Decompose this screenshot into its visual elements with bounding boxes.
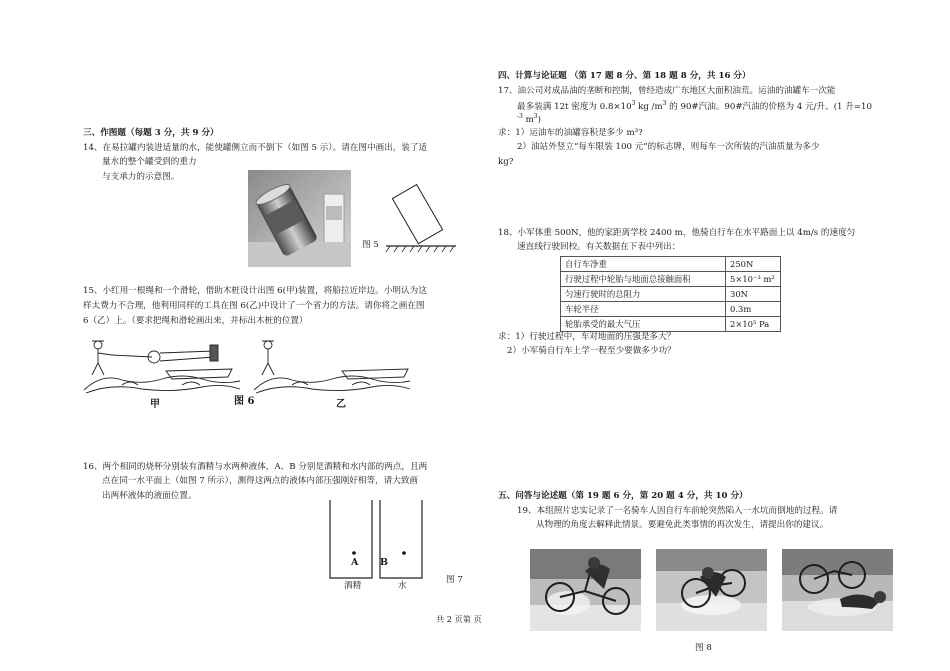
crash-photo-1 [530,549,641,631]
beaker-water-label: 水 [398,581,407,591]
figure-6-yi-drawing [252,335,412,395]
point-a-label: A [351,557,359,568]
table-cell: 车轮半径 [561,302,726,317]
section-3-heading: 三、作图题（每题 3 分，共 9 分） [83,128,219,138]
point-b-label: B [380,557,389,568]
page-footer: 共 2 页第 页 [436,614,482,624]
beaker-alcohol-label: 酒精 [344,581,362,591]
table-cell: 2×10⁵ Pa [726,317,781,332]
figure-6-yi-label: 乙 [336,399,346,410]
figure-6-jia-label: 甲 [150,399,160,410]
table-cell: 30N [726,287,781,302]
point-b-dot [402,551,406,555]
q18-line1: 18、小军体重 500N，他的家距离学校 2400 m，他骑自行车在水平路面上以 4m/s 的速度匀 [498,228,856,238]
table-row [561,257,781,272]
q18-ask2: 2）小军骑自行车上学一程至少要做多少功？ [507,346,676,356]
can-photo [248,170,351,267]
figure-7-label: 图 7 [446,575,463,585]
table-cell: 5×10⁻³ m² [726,272,781,287]
q14-line2: 量水的整个罐受到的重力 [102,157,197,167]
q15-line1: 15、小红用一根绳和一个滑轮，借助木桩设计出图 6(甲)装置，将船拉近岸边。小明认为这 [83,286,427,296]
figure-6-jia-drawing [82,335,242,395]
q15-line2: 样太费力不合理，他利用同样的工具在图 6(乙)中设计了一个省力的方法。请你将之画在图 [83,301,425,311]
figure-6-label: 图 6 [234,396,255,407]
can-diagram [378,180,458,260]
table-row [561,302,781,317]
q17-ask2-end: kg? [498,157,514,167]
table-cell: 行驶过程中轮胎与地面总接触面积 [561,272,726,287]
q17-line1: 17、油公司对成品油的垄断和控制，曾经造成广东地区大面积油荒。运油的油罐车一次能 [498,86,836,96]
table-row [561,317,781,332]
q17-ask2: 2）油站外竖立“每车限装 100 元”的标志牌，则每车一次所装的汽油质量为多少 [517,142,820,152]
q14-line1: 14、在易拉罐内装进适量的水，能使罐侧立而不倒下（如图 5 示）。请在图中画出，装了适 [83,143,428,153]
q16-line3: 出两杯液体的液面位置。 [102,491,197,501]
figure-8-label: 图 8 [695,643,712,653]
bicycle-data-table [560,256,781,332]
q19-line1: 19、本组照片忠实记录了一名骑车人因自行车前轮突然陷入一水坑而倒地的过程。请 [517,506,838,516]
table-cell: 250N [726,257,781,272]
table-cell: 匀速行驶时的总阻力 [561,287,726,302]
figure-5-label: 图 5 [362,240,379,250]
q16-line2: 点在同一水平面上（如图 7 所示），测得这两点的液体内部压强刚好相等，请大致画 [102,476,419,486]
q18-line2: 速直线行驶回校。有关数据在下表中列出： [517,242,681,252]
table-cell: 轮胎承受的最大气压 [561,317,726,332]
section-4-heading: 四、计算与论证题 （第 17 题 8 分、第 18 题 8 分，共 16 分） [498,71,751,81]
q19-line2: 从物理的角度去解释此情景。要避免此类事情的再次发生，请提出你的建议。 [536,520,829,530]
q16-line1: 16、两个相同的烧杯分别装有酒精与水两种液体，A、B 分别是酒精和水内部的两点，且两 [83,462,428,472]
crash-photo-2 [656,549,767,631]
section-5-heading: 五、问答与论述题（第 19 题 6 分，第 20 题 4 分，共 10 分） [498,491,748,501]
point-a-dot [352,551,356,555]
q17-line2: 最多装满 12t 密度为 $0.8\times 10^3$ kg $/m^3$ 的 90#汽油。90#汽油的价格为 4 元/升。(1 升=10 [517,100,872,112]
q14-line3: 与支承力的示意图。 [102,172,180,182]
q17-ask1: 求：1）运油车的油罐容积是多少 m³? [498,128,643,138]
table-row [561,272,781,287]
q18-ask1: 求：1）行驶过程中，车对地面的压强是多大？ [498,332,676,342]
crash-photo-3 [782,549,893,631]
q17-line3: $^{-3}$ $m^3$) [517,113,541,125]
table-cell: 0.3m [726,302,781,317]
beakers-drawing [325,500,430,582]
table-row [561,287,781,302]
table-cell: 自行车净重 [561,257,726,272]
q15-line3: 6（乙）上。（要求把绳和滑轮画出来，并标出木桩的位置） [83,316,308,326]
